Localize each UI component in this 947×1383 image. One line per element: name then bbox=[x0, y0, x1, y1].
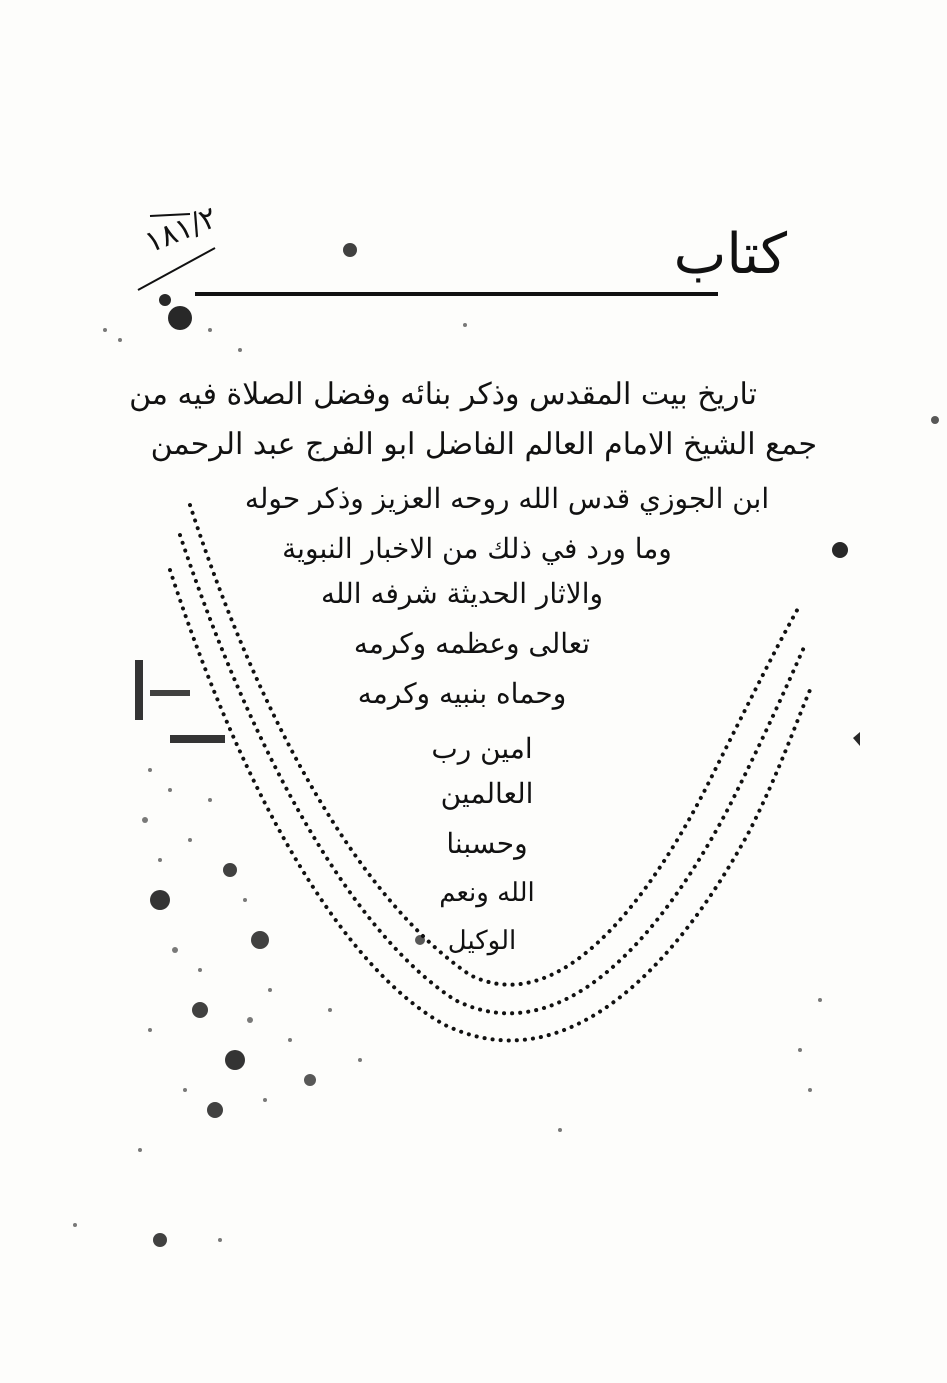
text-line-3: ابن الجوزي قدس الله روحه العزيز وذكر حوله bbox=[244, 482, 770, 515]
text-line-9: العالمين bbox=[440, 777, 534, 810]
text-line-11: الله ونعم bbox=[439, 878, 535, 908]
folio-number: ١٨١/٢ bbox=[140, 200, 223, 261]
text-line-1: تاريخ بيت المقدس وذكر بنائه وفضل الصلاة فيه من bbox=[129, 377, 757, 412]
text-line-6: تعالى وعظمه وكرمه bbox=[353, 627, 591, 660]
folio-slash bbox=[138, 248, 215, 290]
text-line-8: امين رب bbox=[431, 732, 533, 765]
text-line-10: وحسبنا bbox=[446, 827, 528, 860]
title-word: كتاب bbox=[673, 222, 787, 287]
text-line-4: وما ورد في ذلك من الاخبار النبوية bbox=[282, 532, 672, 565]
text-line-5: والاثار الحديثة شرفه الله bbox=[320, 577, 604, 610]
text-line-2: جمع الشيخ الامام العالم الفاضل ابو الفرج عبد الرحمن bbox=[150, 427, 817, 462]
text-line-7: وحماه بنبيه وكرمه bbox=[357, 677, 567, 710]
text-line-12: الوكيل bbox=[447, 926, 517, 956]
